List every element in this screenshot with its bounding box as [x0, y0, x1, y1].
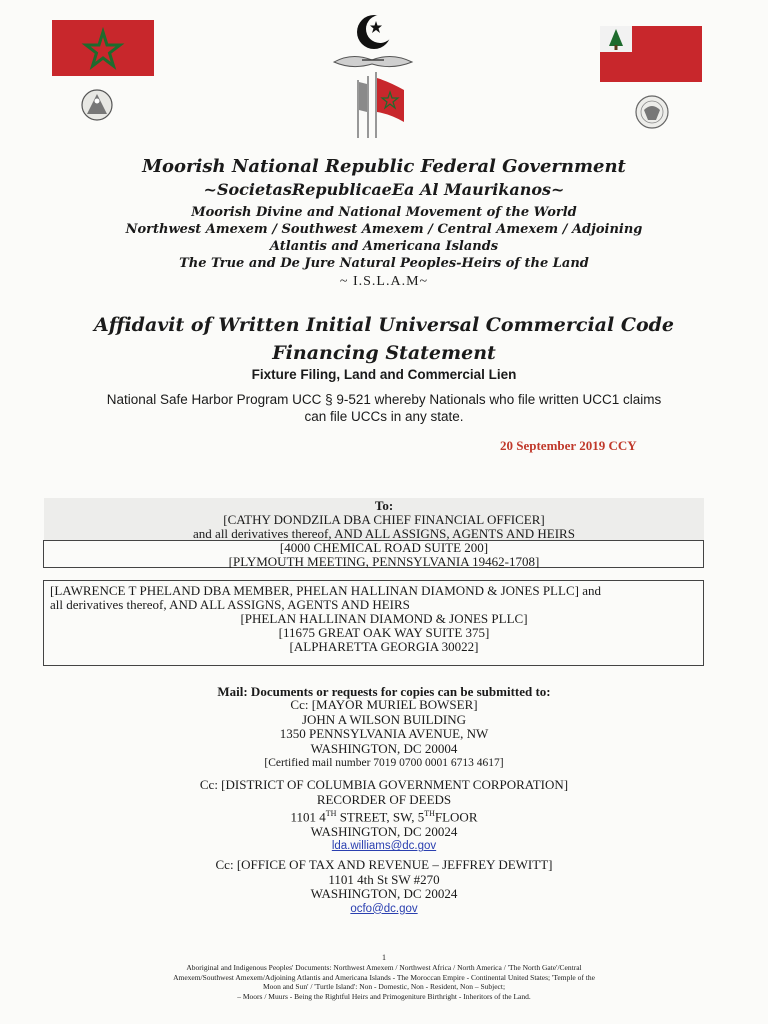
cc3-email-link[interactable]: ocfo@dc.gov	[350, 902, 418, 915]
footer-line: Aboriginal and Indigenous Peoples' Documents: Northwest Amexem / Northwest Africa / North America / 'The North Gate'/Central	[186, 963, 582, 972]
cc2-street	[0, 807, 768, 825]
recipient-2-derivatives: all derivatives thereof, AND ALL ASSIGNS, AGENTS AND HEIRS	[50, 597, 410, 612]
cc1-line: 1350 PENNSYLVANIA AVENUE, NW	[279, 726, 489, 741]
footer-line: – Moors / Muurs - Being the Rightful Heirs and Primogeniture Birthright - Inheritors of the Land.	[237, 991, 531, 1001]
header-line6: The True and De Jure Natural Peoples-Heirs of the Land	[179, 256, 589, 271]
cc2-sup: TH	[325, 809, 337, 818]
pine-tree-flag-right	[600, 26, 702, 82]
cc2-street-part: 1101 4	[290, 809, 326, 825]
document-subtitle: Fixture Filing, Land and Commercial Lien	[251, 367, 517, 382]
cc2-block	[0, 778, 768, 854]
great-seal-icon	[632, 94, 672, 135]
certified-mail-number: [Certified mail number 7019 0700 0001 6713 4617]	[264, 757, 504, 769]
page-number: 1	[382, 953, 386, 962]
cc2-street-part: FLOOR	[434, 809, 478, 825]
cc2-city: WASHINGTON, DC 20024	[310, 823, 458, 839]
recipient-2-firm: [PHELAN HALLINAN DIAMOND & JONES PLLC]	[240, 611, 528, 626]
cc2-line: RECORDER OF DEEDS	[316, 791, 452, 807]
pyramid-seal-icon	[80, 88, 114, 127]
to-label: To:	[374, 498, 394, 513]
cc2-email-link[interactable]: lda.williams@dc.gov	[331, 840, 437, 853]
cc1-line: Cc: [MAYOR MURIEL BOWSER]	[290, 697, 478, 712]
footer-line: Moon and Sun' / 'Turtle Island': Non - Domestic, Non - Resident, Non – Subject;	[262, 982, 506, 991]
cc3-line: Cc: [OFFICE OF TAX AND REVENUE – JEFFREY DEWITT]	[215, 857, 553, 872]
cc2-street-part: STREET, SW, 5	[336, 809, 425, 825]
cc2-sup: TH	[424, 809, 435, 818]
mail-heading: Mail: Documents or requests for copies can be submitted to:	[217, 684, 551, 699]
header-line5: Atlantis and Americana Islands	[269, 239, 499, 254]
program-line2: can file UCCs in any state.	[304, 409, 464, 424]
cc1-block	[0, 698, 768, 771]
footer-line: Amexem/Southwest Amexem/Adjoining Atlantis and Americana Islands - The Moroccan Empire - Continental United States; 'Temple of the	[173, 972, 595, 982]
recipient-1-city: [PLYMOUTH MEETING, PENNSYLVANIA 19462-1708]	[228, 554, 540, 569]
header-line7: ~ I.S.L.A.M~	[339, 274, 429, 289]
recipient-1-street: [4000 CHEMICAL ROAD SUITE 200]	[279, 540, 489, 555]
cc2-line: Cc: [DISTRICT OF COLUMBIA GOVERNMENT CORPORATION]	[199, 777, 569, 792]
document-title-line1: Affidavit of Written Initial Universal Commercial Code	[93, 314, 674, 336]
cc3-line: WASHINGTON, DC 20024	[310, 886, 458, 901]
cc2-email-row	[0, 839, 768, 854]
recipient-2-street: [11675 GREAT OAK WAY SUITE 375]	[278, 625, 490, 640]
recipient-2-name: [LAWRENCE T PHELAND DBA MEMBER, PHELAN HALLINAN DIAMOND & JONES PLLC] and	[50, 583, 601, 598]
cc3-line: 1101 4th St SW #270	[328, 871, 440, 887]
program-line1: National Safe Harbor Program UCC § 9-521 whereby Nationals who file written UCC1 claims	[106, 392, 662, 407]
footer-notes	[84, 963, 684, 1001]
morocco-flag-left	[52, 20, 154, 76]
recipient-1-derivatives: and all derivatives thereof, AND ALL ASSIGNS, AGENTS AND HEIRS	[193, 526, 575, 541]
cc1-line: WASHINGTON, DC 20004	[310, 740, 458, 756]
recipient-1-name: [CATHY DONDZILA DBA CHIEF FINANCIAL OFFICER]	[223, 512, 545, 527]
header-line2: ~SocietasRepublicaeEa Al Maurikanos~	[203, 180, 565, 199]
cc1-line: JOHN A WILSON BUILDING	[301, 711, 467, 727]
header-line4: Northwest Amexem / Southwest Amexem / Central Amexem / Adjoining	[125, 222, 643, 237]
cc3-email-row	[0, 902, 768, 917]
cc3-block	[0, 858, 768, 916]
document-date: 20 September 2019 CCY	[500, 438, 637, 453]
recipient-2-city: [ALPHARETTA GEORGIA 30022]	[289, 639, 479, 654]
flag-poles-icon	[350, 72, 410, 143]
header-line3: Moorish Divine and National Movement of the World	[191, 205, 577, 220]
header-line1: Moorish National Republic Federal Government	[142, 156, 626, 177]
document-title-line2: Financing Statement	[272, 342, 496, 364]
